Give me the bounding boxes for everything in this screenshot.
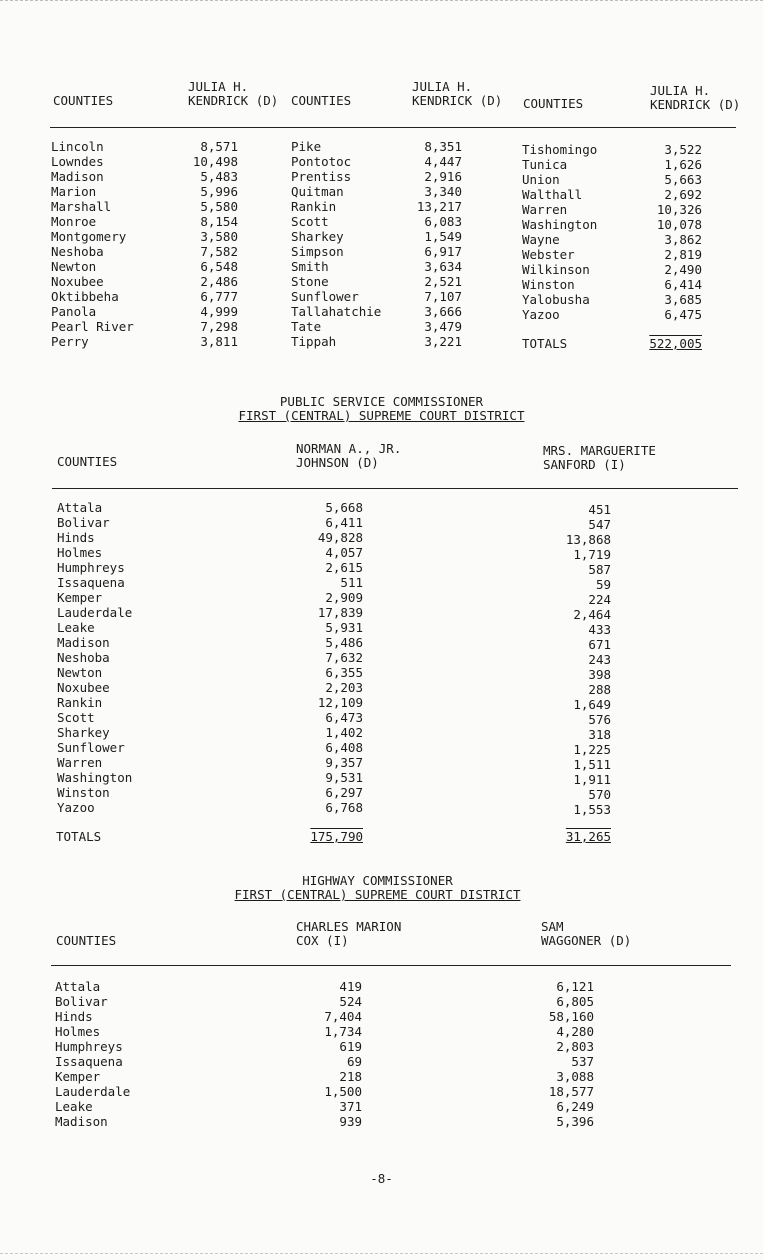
vote-count: 619	[339, 1039, 362, 1054]
vote-count: 5,996	[200, 184, 238, 199]
vote-count: 6,414	[664, 277, 702, 292]
s1-candidate-header-3: JULIA H. KENDRICK (D)	[650, 83, 741, 112]
county-name: Hinds	[55, 1009, 93, 1024]
vote-count: 10,326	[656, 202, 702, 217]
vote-count: 2,521	[424, 274, 462, 289]
s1-candidate-header-2: JULIA H. KENDRICK (D)	[412, 79, 503, 108]
vote-count: 8,154	[200, 214, 238, 229]
vote-count: 7,404	[324, 1009, 362, 1024]
vote-count: 6,083	[424, 214, 462, 229]
s3-candidate2-votes-col	[540, 979, 594, 1129]
county-name: Leake	[55, 1099, 93, 1114]
vote-count: 13,217	[416, 199, 462, 214]
county-name: Scott	[57, 710, 95, 725]
top-border	[0, 0, 763, 3]
vote-count: 511	[340, 575, 363, 590]
vote-count: 7,582	[200, 244, 238, 259]
county-name: Neshoba	[51, 244, 104, 259]
county-name: Madison	[57, 635, 110, 650]
s3-title-line2: FIRST (CENTRAL) SUPREME COURT DISTRICT	[234, 887, 521, 902]
vote-count: 3,522	[664, 142, 702, 157]
county-name: Winston	[57, 785, 110, 800]
vote-count: 13,868	[565, 532, 611, 547]
county-name: Sharkey	[291, 229, 344, 244]
vote-count: 6,475	[664, 307, 702, 322]
county-name: Leake	[57, 620, 95, 635]
s3-title-line1: HIGHWAY COMMISSIONER	[302, 873, 453, 888]
county-name: Pearl River	[51, 319, 134, 334]
county-name: Marion	[51, 184, 97, 199]
vote-count: 1,402	[325, 725, 363, 740]
county-name: Attala	[57, 500, 103, 515]
vote-count: 18,577	[548, 1084, 594, 1099]
s3-header-rule	[51, 965, 731, 966]
vote-count: 3,479	[424, 319, 462, 334]
county-name: Kemper	[55, 1069, 101, 1084]
vote-count: 6,408	[325, 740, 363, 755]
s3-candidate2-header: SAM WAGGONER (D)	[541, 919, 632, 948]
s2-title	[0, 395, 763, 423]
vote-count: 398	[588, 667, 611, 682]
s1-counties-header-1: COUNTIES	[53, 93, 114, 108]
s3-counties-header: COUNTIES	[56, 933, 117, 948]
vote-count: 69	[346, 1054, 362, 1069]
county-name: Sharkey	[57, 725, 110, 740]
vote-count: 3,221	[424, 334, 462, 349]
county-name: Hinds	[57, 530, 95, 545]
vote-count: 9,531	[325, 770, 363, 785]
county-name: Humphreys	[55, 1039, 123, 1054]
county-name: Union	[522, 172, 560, 187]
vote-count: 2,692	[664, 187, 702, 202]
vote-count: 6,297	[325, 785, 363, 800]
vote-count: 7,298	[200, 319, 238, 334]
vote-count: 2,916	[424, 169, 462, 184]
county-name: Madison	[55, 1114, 108, 1129]
vote-count: 58,160	[548, 1009, 594, 1024]
page-number: -8-	[370, 1171, 393, 1186]
s1-candidate-header-1: JULIA H. KENDRICK (D)	[188, 79, 279, 108]
county-name: Monroe	[51, 214, 97, 229]
county-name: Newton	[57, 665, 103, 680]
county-name: Simpson	[291, 244, 344, 259]
vote-count: 419	[339, 979, 362, 994]
vote-count: 1,626	[664, 157, 702, 172]
vote-count: 433	[588, 622, 611, 637]
s1-votes-col-1	[186, 139, 238, 349]
vote-count: 12,109	[317, 695, 363, 710]
vote-count: 5,483	[200, 169, 238, 184]
county-name: Kemper	[57, 590, 103, 605]
county-name: Madison	[51, 169, 104, 184]
county-name: Holmes	[55, 1024, 101, 1039]
county-name: Noxubee	[57, 680, 110, 695]
vote-count: 5,396	[556, 1114, 594, 1129]
county-name: Smith	[291, 259, 329, 274]
s1-totals-value: 522,005	[649, 336, 702, 351]
vote-count: 939	[339, 1114, 362, 1129]
county-name: Wilkinson	[522, 262, 590, 277]
vote-count: 59	[595, 577, 611, 592]
vote-count: 6,249	[556, 1099, 594, 1114]
vote-count: 1,734	[324, 1024, 362, 1039]
vote-count: 9,357	[325, 755, 363, 770]
s2-counties-col	[57, 500, 132, 815]
county-name: Noxubee	[51, 274, 104, 289]
s3-candidate1-votes-col	[300, 979, 362, 1129]
county-name: Warren	[522, 202, 568, 217]
vote-count: 1,911	[573, 772, 611, 787]
vote-count: 6,777	[200, 289, 238, 304]
vote-count: 576	[588, 712, 611, 727]
county-name: Issaquena	[57, 575, 125, 590]
s2-header-rule	[52, 488, 738, 489]
county-name: Issaquena	[55, 1054, 123, 1069]
county-name: Montgomery	[51, 229, 127, 244]
vote-count: 1,649	[573, 697, 611, 712]
vote-count: 10,498	[192, 154, 238, 169]
vote-count: 587	[588, 562, 611, 577]
county-name: Yazoo	[57, 800, 95, 815]
county-name: Attala	[55, 979, 101, 994]
s1-counties-col-1	[51, 139, 134, 349]
s2-title-line1: PUBLIC SERVICE COMMISSIONER	[279, 394, 484, 409]
county-name: Pontotoc	[291, 154, 352, 169]
county-name: Tishomingo	[522, 142, 598, 157]
vote-count: 6,355	[325, 665, 363, 680]
vote-count: 2,464	[573, 607, 611, 622]
vote-count: 224	[588, 592, 611, 607]
vote-count: 2,909	[325, 590, 363, 605]
county-name: Winston	[522, 277, 575, 292]
county-name: Prentiss	[291, 169, 352, 184]
s1-counties-header-2: COUNTIES	[291, 93, 352, 108]
vote-count: 1,549	[424, 229, 462, 244]
s2-candidate1-header: NORMAN A., JR. JOHNSON (D)	[296, 441, 402, 470]
s3-title	[0, 874, 755, 902]
county-name: Bolivar	[57, 515, 110, 530]
county-name: Wayne	[522, 232, 560, 247]
county-name: Tunica	[522, 157, 568, 172]
s1-totals-label: TOTALS	[522, 336, 568, 351]
vote-count: 2,486	[200, 274, 238, 289]
vote-count: 371	[339, 1099, 362, 1114]
vote-count: 6,121	[556, 979, 594, 994]
bottom-border	[0, 1253, 763, 1256]
vote-count: 1,553	[573, 802, 611, 817]
vote-count: 1,500	[324, 1084, 362, 1099]
county-name: Neshoba	[57, 650, 110, 665]
county-name: Lincoln	[51, 139, 104, 154]
s1-counties-col-2	[291, 139, 381, 349]
vote-count: 2,819	[664, 247, 702, 262]
county-name: Yalobusha	[522, 292, 590, 307]
county-name: Sunflower	[57, 740, 125, 755]
vote-count: 6,473	[325, 710, 363, 725]
vote-count: 3,862	[664, 232, 702, 247]
vote-count: 6,411	[325, 515, 363, 530]
s1-header-rule	[50, 127, 736, 128]
s2-candidate2-total: 31,265	[565, 829, 611, 844]
county-name: Pike	[291, 139, 322, 154]
county-name: Quitman	[291, 184, 344, 199]
county-name: Humphreys	[57, 560, 125, 575]
vote-count: 537	[571, 1054, 594, 1069]
vote-count: 49,828	[317, 530, 363, 545]
vote-count: 4,999	[200, 304, 238, 319]
s3-candidate1-header: CHARLES MARION COX (I)	[296, 919, 402, 948]
county-name: Scott	[291, 214, 329, 229]
s2-counties-header: COUNTIES	[57, 454, 118, 469]
vote-count: 4,447	[424, 154, 462, 169]
vote-count: 3,088	[556, 1069, 594, 1084]
s2-candidate2-header: MRS. MARGUERITE SANFORD (I)	[543, 443, 656, 472]
vote-count: 8,351	[424, 139, 462, 154]
vote-count: 524	[339, 994, 362, 1009]
vote-count: 451	[588, 502, 611, 517]
vote-count: 288	[588, 682, 611, 697]
county-name: Walthall	[522, 187, 583, 202]
vote-count: 5,931	[325, 620, 363, 635]
s1-counties-header-3: COUNTIES	[523, 96, 584, 111]
county-name: Perry	[51, 334, 89, 349]
county-name: Bolivar	[55, 994, 108, 1009]
county-name: Lauderdale	[57, 605, 133, 620]
vote-count: 3,340	[424, 184, 462, 199]
vote-count: 243	[588, 652, 611, 667]
vote-count: 1,511	[573, 757, 611, 772]
county-name: Marshall	[51, 199, 112, 214]
vote-count: 218	[339, 1069, 362, 1084]
county-name: Tate	[291, 319, 322, 334]
county-name: Sunflower	[291, 289, 359, 304]
county-name: Webster	[522, 247, 575, 262]
county-name: Panola	[51, 304, 97, 319]
s2-candidate2-votes-col	[555, 502, 611, 817]
vote-count: 3,580	[200, 229, 238, 244]
county-name: Stone	[291, 274, 329, 289]
county-name: Warren	[57, 755, 103, 770]
vote-count: 2,490	[664, 262, 702, 277]
county-name: Washington	[57, 770, 133, 785]
vote-count: 5,663	[664, 172, 702, 187]
county-name: Newton	[51, 259, 97, 274]
s2-candidate1-votes-col	[300, 500, 363, 815]
vote-count: 6,768	[325, 800, 363, 815]
vote-count: 1,225	[573, 742, 611, 757]
county-name: Rankin	[57, 695, 103, 710]
s1-votes-col-2	[410, 139, 462, 349]
vote-count: 570	[588, 787, 611, 802]
county-name: Tippah	[291, 334, 337, 349]
county-name: Lowndes	[51, 154, 104, 169]
vote-count: 6,548	[200, 259, 238, 274]
vote-count: 547	[588, 517, 611, 532]
vote-count: 8,571	[200, 139, 238, 154]
vote-count: 6,805	[556, 994, 594, 1009]
vote-count: 671	[588, 637, 611, 652]
vote-count: 5,580	[200, 199, 238, 214]
vote-count: 2,203	[325, 680, 363, 695]
vote-count: 5,668	[325, 500, 363, 515]
vote-count: 10,078	[656, 217, 702, 232]
vote-count: 1,719	[573, 547, 611, 562]
s1-counties-col-3	[522, 142, 597, 322]
county-name: Rankin	[291, 199, 337, 214]
vote-count: 7,107	[424, 289, 462, 304]
county-name: Oktibbeha	[51, 289, 119, 304]
vote-count: 3,666	[424, 304, 462, 319]
vote-count: 3,811	[200, 334, 238, 349]
vote-count: 2,615	[325, 560, 363, 575]
vote-count: 6,917	[424, 244, 462, 259]
vote-count: 3,634	[424, 259, 462, 274]
county-name: Tallahatchie	[291, 304, 382, 319]
vote-count: 2,803	[556, 1039, 594, 1054]
vote-count: 17,839	[317, 605, 363, 620]
county-name: Washington	[522, 217, 598, 232]
s2-candidate1-total: 175,790	[310, 829, 363, 844]
county-name: Holmes	[57, 545, 103, 560]
county-name: Lauderdale	[55, 1084, 131, 1099]
s1-votes-col-3	[648, 142, 702, 322]
vote-count: 4,057	[325, 545, 363, 560]
vote-count: 3,685	[664, 292, 702, 307]
vote-count: 7,632	[325, 650, 363, 665]
county-name: Yazoo	[522, 307, 560, 322]
s2-title-line2: FIRST (CENTRAL) SUPREME COURT DISTRICT	[238, 408, 525, 423]
vote-count: 4,280	[556, 1024, 594, 1039]
vote-count: 5,486	[325, 635, 363, 650]
s3-counties-col	[55, 979, 130, 1129]
s2-totals-label: TOTALS	[56, 829, 102, 844]
vote-count: 318	[588, 727, 611, 742]
